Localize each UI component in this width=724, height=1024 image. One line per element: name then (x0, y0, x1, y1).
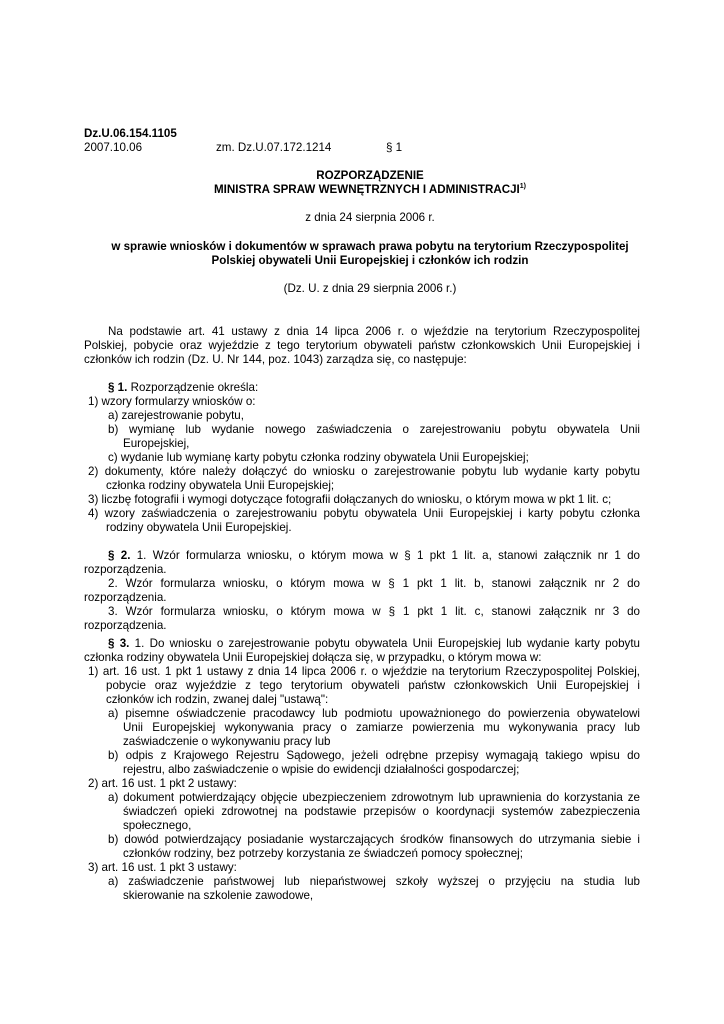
list-item: c) wydanie lub wymianę karty pobytu członka rodziny obywatela Unii Europejskiej; (108, 451, 529, 464)
section-1-intro: § 1. Rozporządzenie określa: (108, 381, 259, 394)
section-2-line: rozporządzenia. (84, 619, 167, 632)
section-1-mark: § 1. (108, 381, 128, 394)
document-reference: Dz.U.06.154.1105 (84, 127, 177, 140)
section-2-mark: § 2. (108, 549, 131, 562)
list-item: a) zaświadczenie państwowej lub niepaństwowej szkoły wyższej o przyjęciu na studia lub (108, 875, 640, 888)
issue-date: z dnia 24 sierpnia 2006 r. (305, 211, 435, 224)
section-2-line: rozporządzenia. (84, 563, 167, 576)
list-item: członka rodziny obywatela Unii Europejskiej; (106, 479, 335, 492)
list-item: a) zarejestrowanie pobytu, (108, 409, 244, 422)
preamble-line: Na podstawie art. 41 ustawy z dnia 14 lipca 2006 r. o wjeździe na terytorium Rzeczypospolitej (108, 325, 640, 338)
list-item: członków rodziny, bez potrzeby korzystania ze świadczeń pomocy społecznej; (123, 847, 523, 860)
preamble-line: członków ich rodzin (Dz. U. Nr 144, poz. 1043) zarządza się, co następuje: (84, 353, 467, 366)
list-item: członków ich rodzin, zwanej dalej "ustawą": (106, 693, 329, 706)
list-item: 2) art. 16 ust. 1 pkt 2 ustawy: (88, 777, 237, 790)
list-item: 3) liczbę fotografii i wymogi dotyczące fotografii dołączanych do wniosku, o którym mowa w pkt 1 lit. c; (88, 493, 612, 506)
section-2-line: 2. Wzór formularza wniosku, o którym mowa w § 1 pkt 1 lit. b, stanowi załącznik nr 2 do (108, 577, 640, 590)
list-item: b) dowód potwierdzający posiadanie wystarczających środków finansowych do utrzymania siebie i (108, 833, 640, 846)
section-3-line: członka rodziny obywatela Unii Europejskiej dołącza się, w przypadku, o którym mowa w: (84, 651, 542, 664)
footnote-marker: 1) (519, 183, 526, 190)
list-item: a) pisemne oświadczenie pracodawcy lub podmiotu upoważnionego do powierzenia obywatelowi (108, 707, 640, 720)
section-2-line: § 2. 1. Wzór formularza wniosku, o którym mowa w § 1 pkt 1 lit. a, stanowi załącznik nr 1 do (108, 549, 640, 562)
section-3-line: § 3. 1. Do wniosku o zarejestrowanie pobytu obywatela Unii Europejskiej lub wydanie karty pobytu (108, 637, 640, 650)
amendment-reference: zm. Dz.U.07.172.1214 (216, 141, 332, 154)
list-item: rodziny obywatela Unii Europejskiej. (106, 521, 292, 534)
list-item: zaświadczenie o wykonywaniu pracy lub (123, 735, 331, 748)
list-item: Unii Europejskiej wykonywania pracy o zamiarze powierzenia mu wykonywania pracy lub (123, 721, 640, 734)
subject-line-2: Polskiej obywateli Unii Europejskiej i członków ich rodzin (211, 254, 529, 267)
list-item: skierowanie na szkolenie zawodowe, (123, 889, 314, 902)
preamble-line: Polskiej, pobycie oraz wyjeździe z tego terytorium obywateli państw członkowskich Unii Europejskiej i (84, 339, 640, 352)
list-item: 3) art. 16 ust. 1 pkt 3 ustawy: (88, 861, 237, 874)
issuer-heading: MINISTRA SPRAW WEWNĘTRZNYCH I ADMINISTRACJI$^{1)}$ (214, 183, 526, 196)
list-item: 4) wzory zaświadczenia o zarejestrowaniu pobytu obywatela Unii Europejskiej i karty pobytu członka (88, 507, 640, 520)
list-item: Europejskiej, (123, 437, 190, 450)
publication-reference: (Dz. U. z dnia 29 sierpnia 2006 r.) (283, 282, 457, 295)
list-item: społecznego, (123, 819, 192, 832)
section-2-line: 3. Wzór formularza wniosku, o którym mowa w § 1 pkt 1 lit. c, stanowi załącznik nr 3 do (108, 605, 640, 618)
list-item: rejestru, albo zaświadczenie o wpisie do ewidencji działalności gospodarczej; (123, 763, 520, 776)
list-item: świadczeń opieki zdrowotnej na podstawie przepisów o koordynacji systemów zabezpieczenia (123, 805, 640, 818)
list-item: 1) wzory formularzy wniosków o: (88, 395, 256, 408)
section-reference: § 1 (386, 141, 403, 154)
list-item: 2) dokumenty, które należy dołączyć do wniosku o zarejestrowanie pobytu lub wydanie karty pobytu (88, 465, 640, 478)
section-2-line: rozporządzenia. (84, 591, 167, 604)
version-date: 2007.10.06 (84, 141, 143, 154)
section-3-mark: § 3. (108, 637, 130, 650)
list-item: pobycie oraz wyjeździe z tego terytorium obywateli państw członkowskich Unii Europejskiej i (106, 679, 640, 692)
list-item: a) dokument potwierdzający objęcie ubezpieczeniem zdrowotnym lub uprawnienia do korzystania ze (108, 791, 640, 804)
list-item: 1) art. 16 ust. 1 pkt 1 ustawy z dnia 14 lipca 2006 r. o wjeździe na terytorium Rzeczypospolitej Polskiej, (88, 665, 640, 678)
list-item: b) odpis z Krajowego Rejestru Sądowego, jeżeli odrębne przepisy wymagają takiego wpisu do (108, 749, 640, 762)
subject-line-1: w sprawie wniosków i dokumentów w sprawach prawa pobytu na terytorium Rzeczypospolitej (111, 240, 629, 253)
list-item: b) wymianę lub wydanie nowego zaświadczenia o zarejestrowaniu pobytu obywatela Unii (108, 423, 640, 436)
document-type-heading: ROZPORZĄDZENIE (316, 169, 424, 182)
